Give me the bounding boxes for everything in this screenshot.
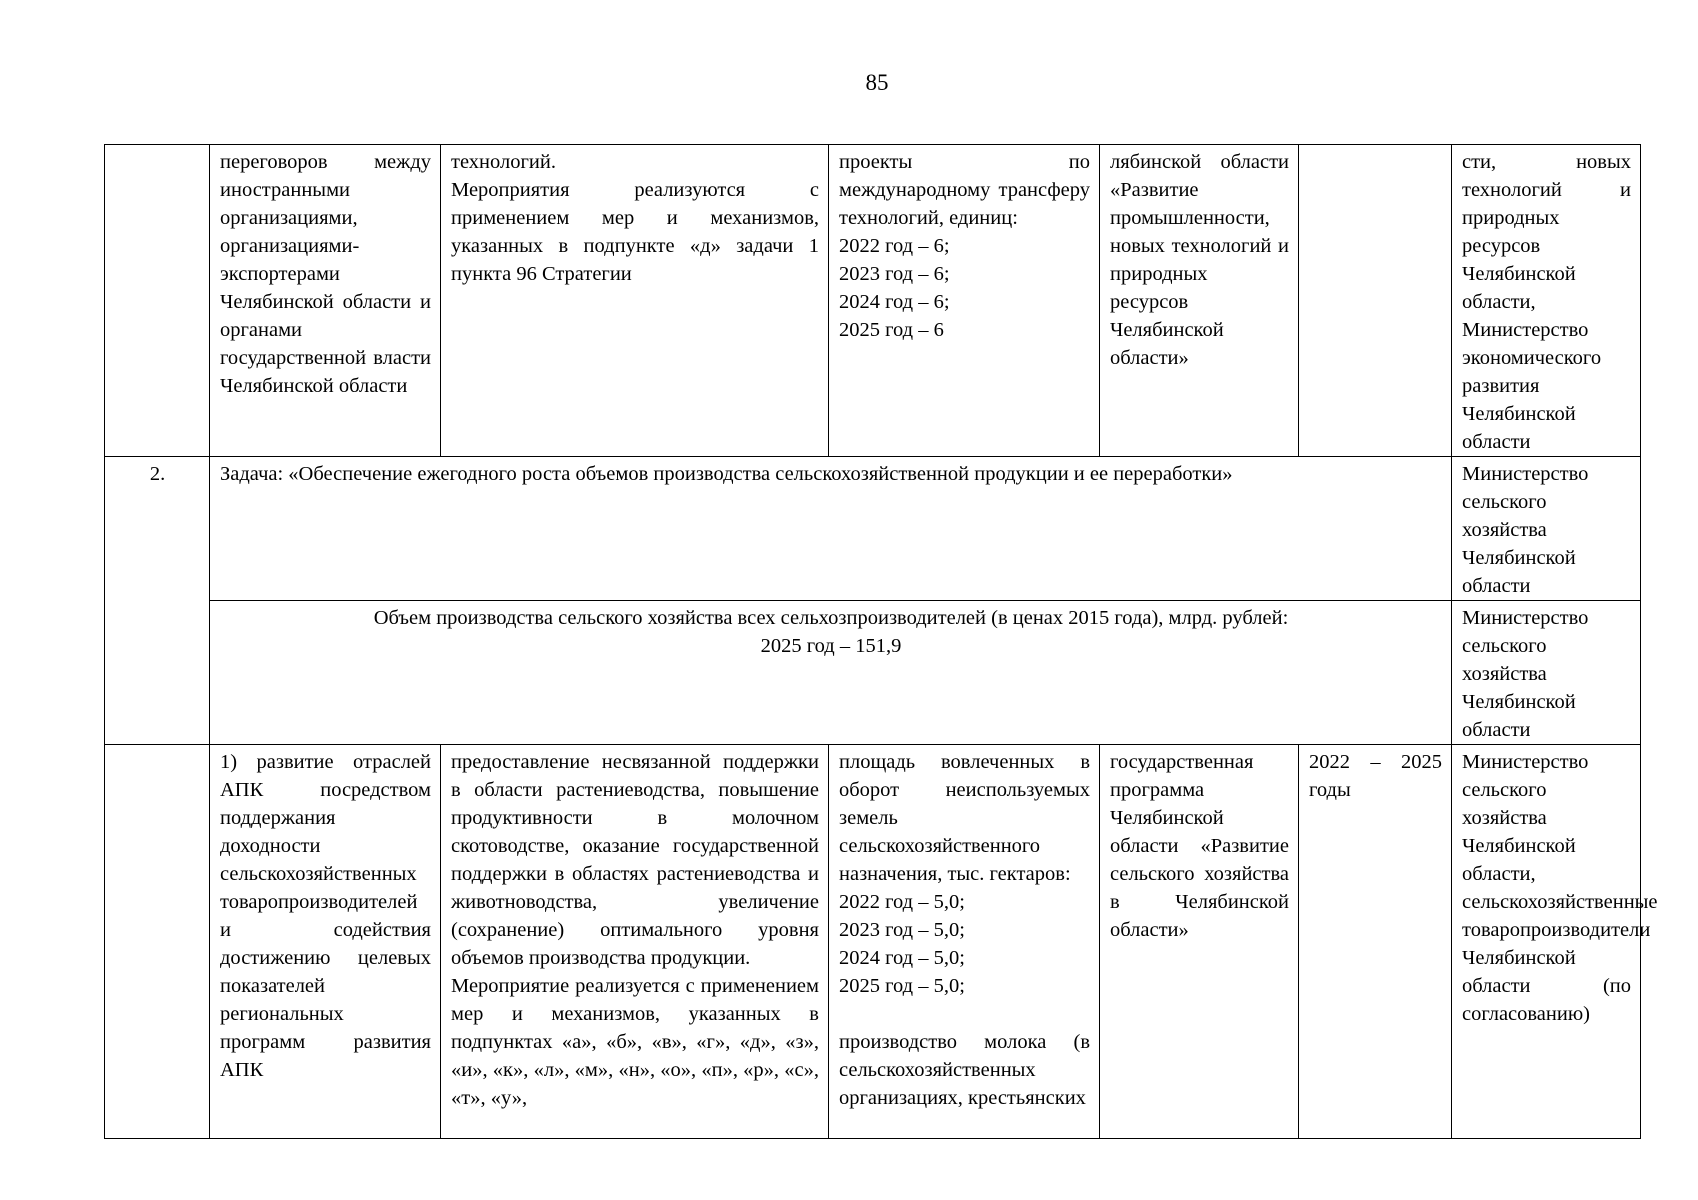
responsible-cell: Министерство сельского хозяйства Челябинской области xyxy=(1452,601,1641,745)
page-number: 85 xyxy=(865,70,889,95)
responsible-cell: Министерство сельского хозяйства Челябинской области, сельскохозяйственные товаропроизводители Челябинской области (по согласованию) xyxy=(1452,745,1641,1139)
mechanism-cell: технологий. Мероприятия реализуются с применением мер и механизмов, указанных в подпункте «д» задачи 1 пункта 96 Стратегии xyxy=(441,145,829,457)
indicator-milk: производство молока (в сельскохозяйственных организациях, крестьянских xyxy=(839,1031,1090,1109)
table-row xyxy=(105,745,1641,1139)
responsible-cell: сти, новых технологий и природных ресурсов Челябинской области, Министерство экономического развития Челябинской области xyxy=(1452,145,1641,457)
period-cell: 2022 – 2025 годы xyxy=(1299,745,1452,1139)
program-cell: лябинской области «Развитие промышленности, новых технологий и природных ресурсов Челябинской области» xyxy=(1100,145,1299,457)
program-cell: государственная программа Челябинской области «Развитие сельского хозяйства в Челябинской области» xyxy=(1100,745,1299,1139)
row-number-cell: 2. xyxy=(105,457,210,745)
period-cell xyxy=(1299,145,1452,457)
indicator-cell xyxy=(829,745,1100,1139)
indicator-cell: проекты по международному трансферу технологий, единиц: 2022 год – 6; 2023 год – 6; 2024 год – 6; 2025 год – 6 xyxy=(829,145,1100,457)
activity-cell: переговоров между иностранными организациями, организациями-экспортерами Челябинской области и органами государственной власти Челябинской области xyxy=(210,145,441,457)
row-number-cell xyxy=(105,745,210,1139)
table-row xyxy=(105,145,1641,457)
table-row xyxy=(105,457,1641,601)
task-title: Задача: «Обеспечение ежегодного роста объемов производства сельскохозяйственной продукции и ее переработки» xyxy=(210,457,1452,601)
indicator-land: площадь вовлеченных в оборот неиспользуемых земель сельскохозяйственного назначения, тыс. гектаров: 2022 год – 5,0; 2023 год – 5,0; 2024 год – 5,0; 2025 год – 5,0; xyxy=(839,751,1090,997)
row-number-cell xyxy=(105,145,210,457)
target-indicator: Объем производства сельского хозяйства всех сельхозпроизводителей (в ценах 2015 года), млрд. рублей: 2025 год – 151,9 xyxy=(210,601,1452,745)
responsible-cell: Министерство сельского хозяйства Челябинской области xyxy=(1452,457,1641,601)
activity-table xyxy=(104,144,1658,1139)
activity-cell: 1) развитие отраслей АПК посредством поддержания доходности сельскохозяйственных товаропроизводителей и содействия достижению целевых показателей региональных программ развития АПК xyxy=(210,745,441,1139)
table-row xyxy=(105,601,1641,745)
mechanism-cell: предоставление несвязанной поддержки в области растениеводства, повышение продуктивности в молочном скотоводстве, оказание государственной поддержки в областях растениеводства и животноводства, увеличение (сохранение) оптимального уровня объемов производства продукции. Мероприятие реализуется с применением мер и механизмов, указанных в подпунктах «а», «б», «в», «г», «д», «з», «и», «к», «л», «м», «н», «о», «п», «р», «с», «т», «у», xyxy=(441,745,829,1139)
